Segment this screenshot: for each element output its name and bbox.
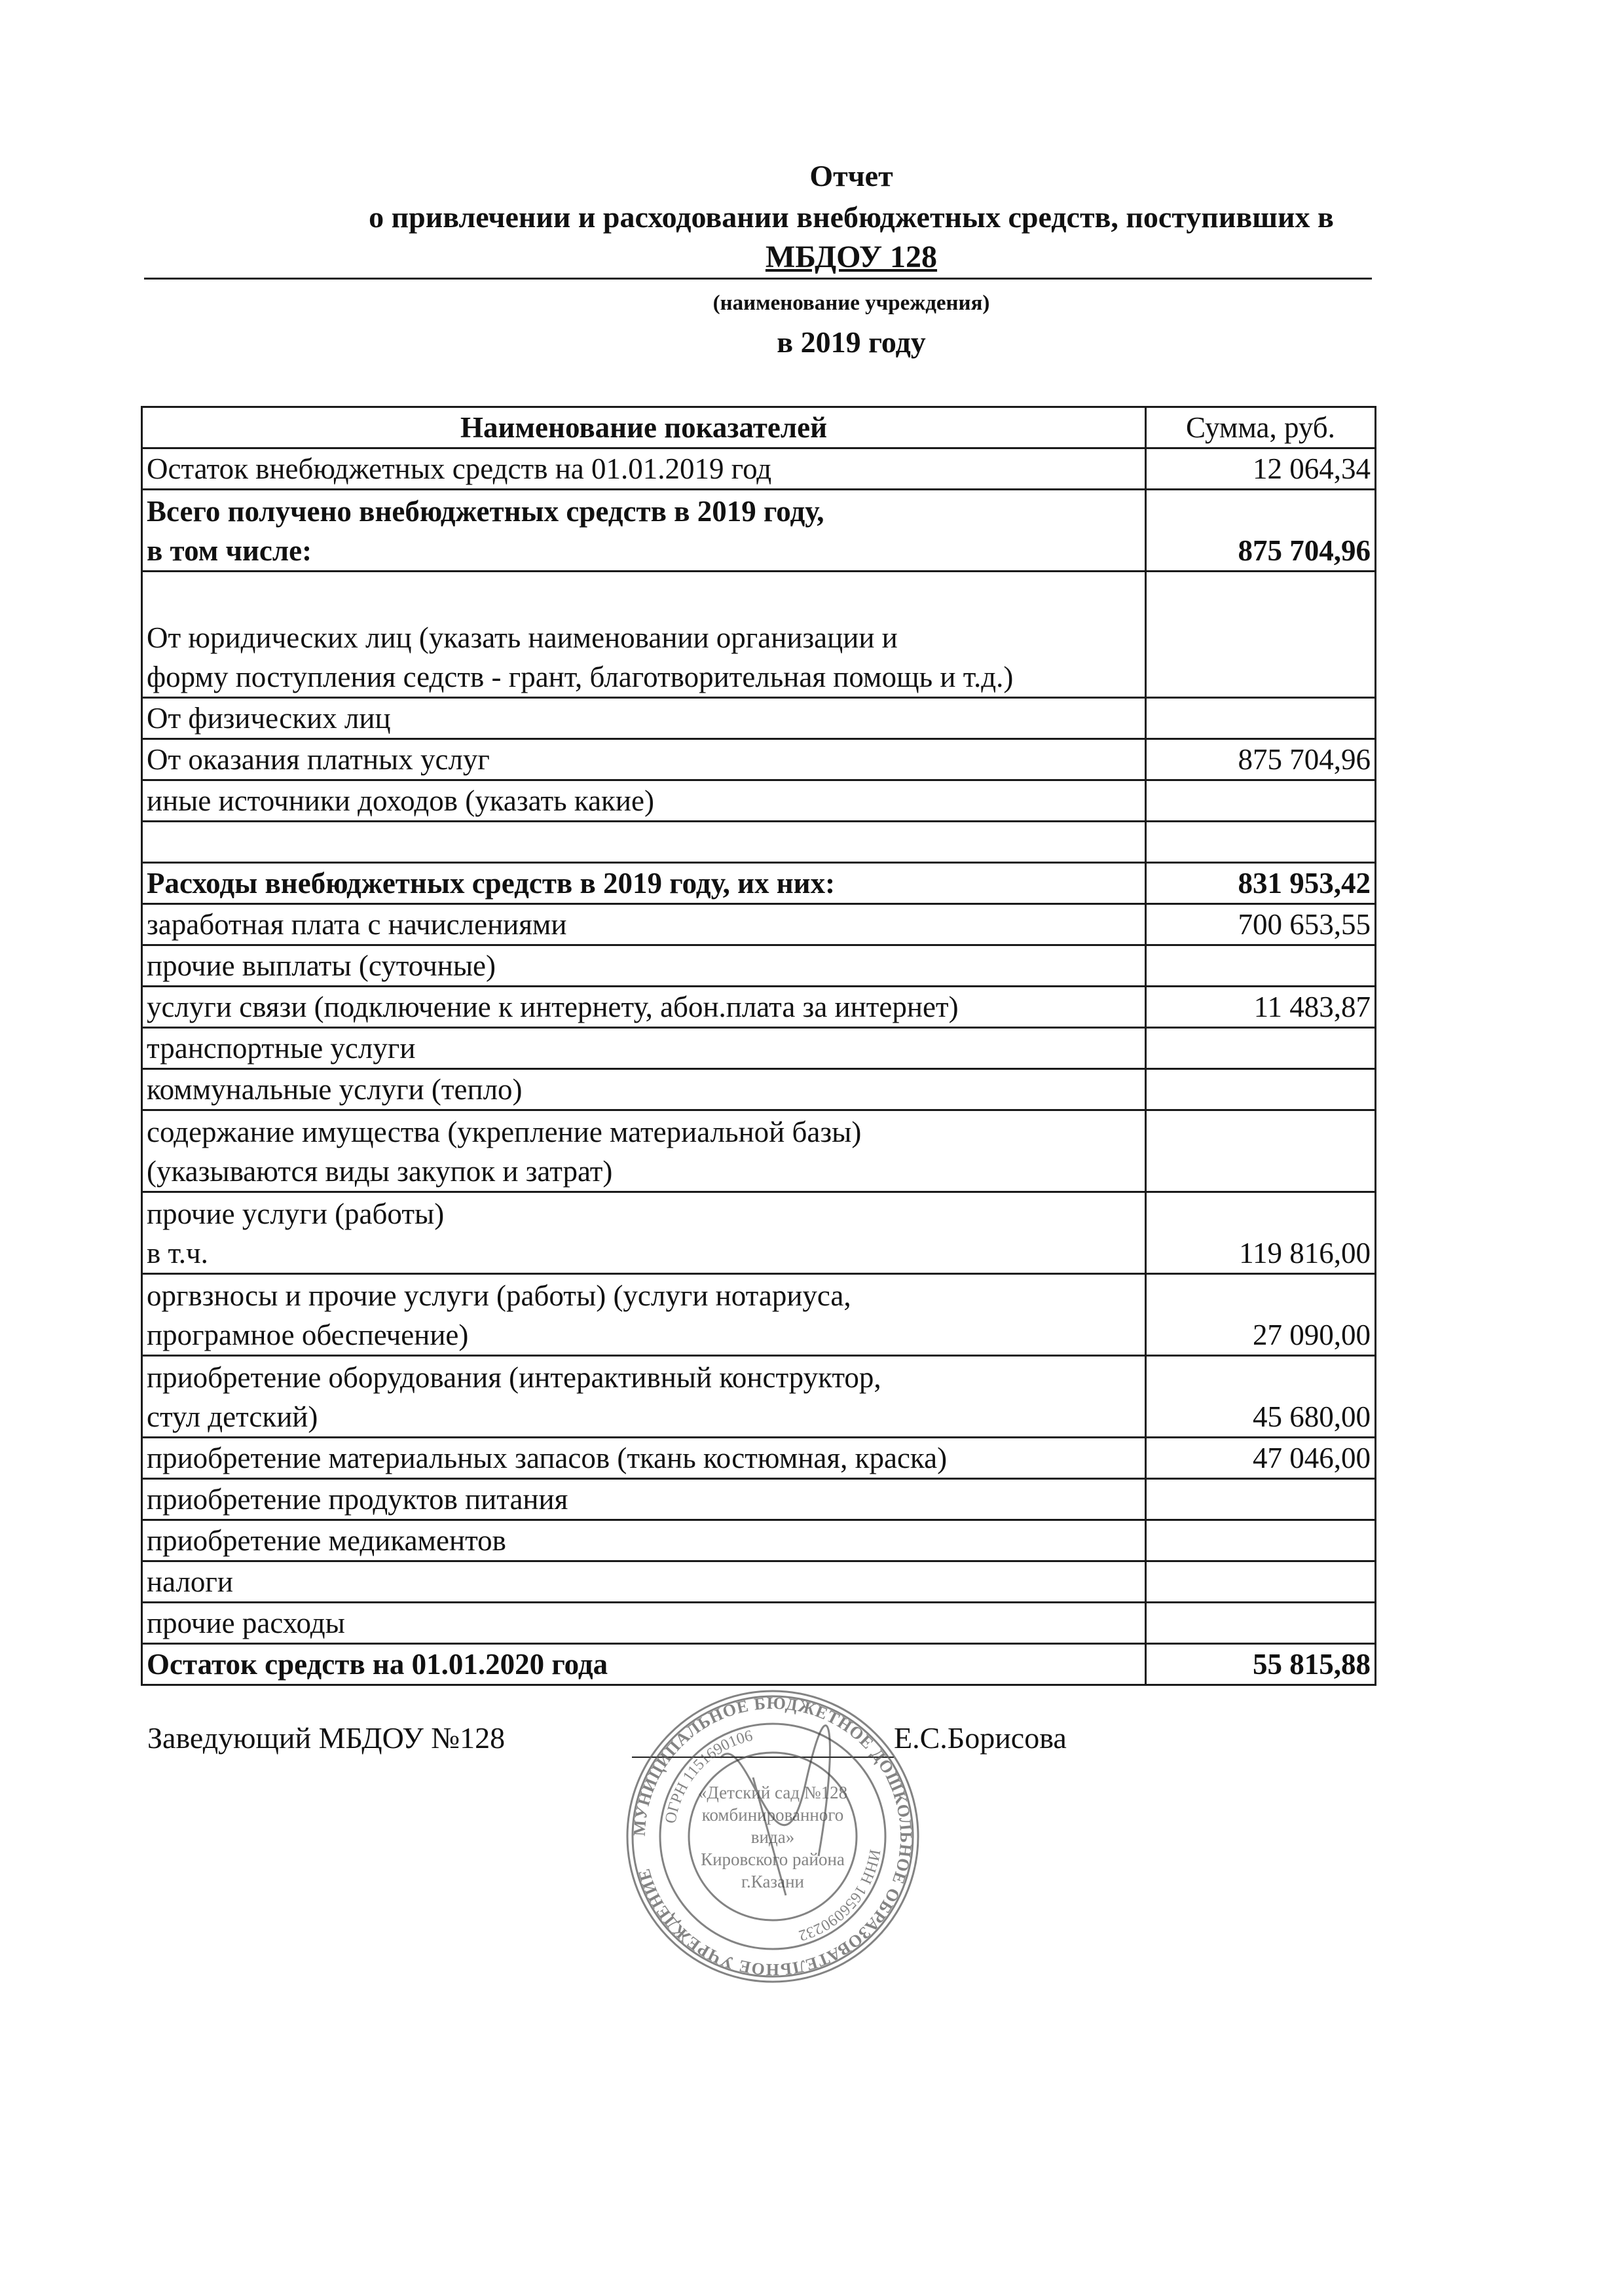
row-amount: 11 483,87 [1146, 987, 1376, 1028]
row-label-line: приобретение оборудования (интерактивный конструктор, [147, 1361, 881, 1394]
row-label: прочие расходы [142, 1603, 1146, 1644]
table-row [142, 1274, 1376, 1356]
table-row [142, 448, 1376, 490]
report-table [141, 406, 1376, 1686]
row-label: заработная плата с начислениями [142, 904, 1146, 945]
row-label [142, 1356, 1146, 1438]
column-header-name: Наименование показателей [142, 407, 1146, 448]
row-label-line: в том числе: [147, 534, 312, 567]
stamp-center-line: «Детский сад №128 [697, 1783, 848, 1802]
row-amount [1146, 572, 1376, 698]
row-label: Расходы внебюджетных средств в 2019 году, их них: [142, 863, 1146, 904]
signature-position: Заведующий МБДОУ №128 [147, 1721, 506, 1755]
row-amount: 875 704,96 [1146, 490, 1376, 572]
row-label: Остаток средств на 01.01.2020 года [142, 1644, 1146, 1685]
row-amount [1146, 1028, 1376, 1069]
row-amount [1146, 698, 1376, 739]
table-row [142, 739, 1376, 780]
table-row [142, 698, 1376, 739]
table-row [142, 987, 1376, 1028]
table-row [142, 1520, 1376, 1561]
row-label: транспортные услуги [142, 1028, 1146, 1069]
row-label: От физических лиц [142, 698, 1146, 739]
row-amount: 831 953,42 [1146, 863, 1376, 904]
row-label [142, 822, 1146, 863]
row-amount: 55 815,88 [1146, 1644, 1376, 1685]
row-amount: 27 090,00 [1146, 1274, 1376, 1356]
official-stamp [622, 1686, 923, 1987]
table-row [142, 945, 1376, 987]
table-row [142, 1438, 1376, 1479]
row-label [142, 572, 1146, 698]
institution-caption: (наименование учреждения) [712, 291, 990, 315]
row-amount [1146, 1561, 1376, 1603]
row-label-line: (указываются виды закупок и затрат) [147, 1155, 613, 1188]
row-label-line: прочие услуги (работы) [147, 1197, 445, 1230]
row-amount: 119 816,00 [1146, 1192, 1376, 1274]
stamp-center-line: вида» [750, 1827, 795, 1847]
row-amount [1146, 780, 1376, 822]
row-label [142, 1274, 1146, 1356]
table-row [142, 822, 1376, 863]
stamp-outer-text: МУНИЦИПАЛЬНОЕ БЮДЖЕТНОЕ ДОШКОЛЬНОЕ ОБРАЗОВАТЕЛЬНОЕ УЧРЕЖДЕНИЕ [629, 1693, 916, 1980]
row-amount [1146, 1069, 1376, 1110]
stamp-inn: ИНН 1656090232 [796, 1848, 883, 1944]
row-label: приобретение материальных запасов (ткань костюмная, краска) [142, 1438, 1146, 1479]
row-amount: 12 064,34 [1146, 448, 1376, 490]
row-label [142, 1192, 1146, 1274]
row-label-line: От юридических лиц (указать наименовании организации и [147, 621, 898, 654]
row-label: иные источники доходов (указать какие) [142, 780, 1146, 822]
report-period: в 2019 году [777, 325, 926, 359]
table-row [142, 904, 1376, 945]
row-label-line: Всего получено внебюджетных средств в 2019 году, [147, 495, 824, 528]
stamp-center-line: г.Казани [741, 1872, 804, 1891]
row-label: услуги связи (подключение к интернету, абон.плата за интернет) [142, 987, 1146, 1028]
table-row [142, 1644, 1376, 1685]
signature-name: Е.С.Борисова [894, 1721, 1067, 1755]
row-label-line: оргвзносы и прочие услуги (работы) (услуги нотариуса, [147, 1279, 851, 1312]
table-row [142, 1356, 1376, 1438]
table-row [142, 1110, 1376, 1192]
row-amount [1146, 1520, 1376, 1561]
row-amount: 875 704,96 [1146, 739, 1376, 780]
title-underline [144, 278, 1372, 280]
row-label: прочие выплаты (суточные) [142, 945, 1146, 987]
stamp-center-line: Кировского района [701, 1850, 845, 1869]
row-amount: 47 046,00 [1146, 1438, 1376, 1479]
row-amount [1146, 822, 1376, 863]
table-row [142, 490, 1376, 572]
column-header-sum: Сумма, руб. [1146, 407, 1376, 448]
row-label [142, 490, 1146, 572]
row-label [142, 1110, 1146, 1192]
stamp-ogrn: ОГРН 1151690106 [662, 1727, 754, 1825]
row-amount [1146, 945, 1376, 987]
row-amount: 45 680,00 [1146, 1356, 1376, 1438]
table-header-row [142, 407, 1376, 448]
row-amount [1146, 1603, 1376, 1644]
table-row [142, 1561, 1376, 1603]
row-label-line: содержание имущества (укрепление материальной базы) [147, 1116, 862, 1148]
row-label-line: форму поступления седств - грант, благотворительная помощь и т.д.) [147, 661, 1014, 693]
table-row [142, 1028, 1376, 1069]
row-label-line: програмное обеспечение) [147, 1319, 469, 1351]
table-row [142, 1479, 1376, 1520]
institution-name-wrap [39, 239, 1624, 275]
institution-name: МБДОУ 128 [765, 240, 938, 274]
row-amount [1146, 1479, 1376, 1520]
table-row [142, 1069, 1376, 1110]
row-label: коммунальные услуги (тепло) [142, 1069, 1146, 1110]
row-label: приобретение медикаментов [142, 1520, 1146, 1561]
table-row [142, 780, 1376, 822]
row-label: приобретение продуктов питания [142, 1479, 1146, 1520]
table-row [142, 1192, 1376, 1274]
table-row [142, 863, 1376, 904]
stamp-center-line: комбинированного [701, 1805, 844, 1825]
row-amount: 700 653,55 [1146, 904, 1376, 945]
row-label: От оказания платных услуг [142, 739, 1146, 780]
row-label: налоги [142, 1561, 1146, 1603]
row-amount [1146, 1110, 1376, 1192]
row-label: Остаток внебюджетных средств на 01.01.2019 год [142, 448, 1146, 490]
report-subtitle: о привлечении и расходовании внебюджетных средств, поступивших в [369, 200, 1334, 234]
report-title: Отчет [809, 159, 893, 192]
row-label-line: стул детский) [147, 1400, 318, 1433]
row-label-line: в т.ч. [147, 1237, 208, 1269]
table-row [142, 572, 1376, 698]
table-row [142, 1603, 1376, 1644]
